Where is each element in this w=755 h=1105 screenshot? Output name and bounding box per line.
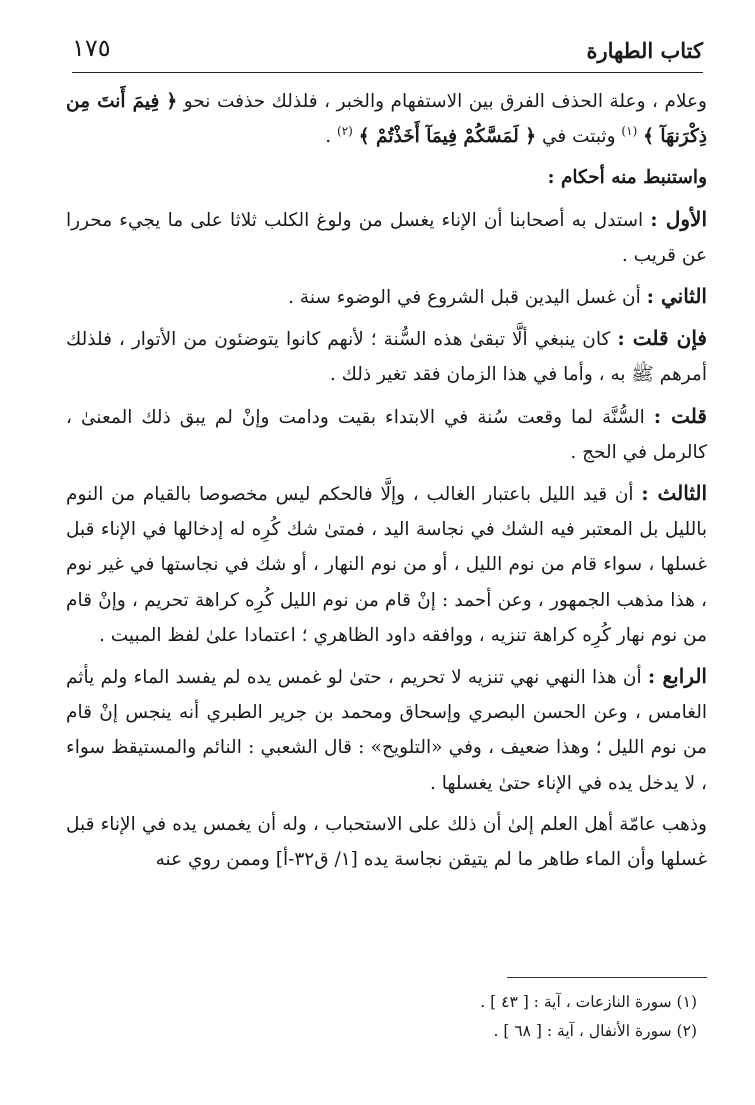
text-segment: . — [325, 126, 332, 148]
ruling-label: الثالث : — [641, 481, 707, 506]
answer-text: السُّنَّة لما وقعت سُنة في الابتداء بقيت ودامت وإنْ لم يبق ذلك المعنىٰ ، كالرمل في الحج . — [66, 406, 707, 463]
answer-label: قلت : — [653, 403, 707, 428]
ruling-text: أن قيد الليل باعتبار الغالب ، وإلَّا فالحكم ليس مخصوصا بالقيام من النوم بالليل بل المعتبر فيه الشك في نجاسة اليد ، فمتىٰ شك كُرِه له إدخالها في الإناء قبل غسلها ، سواء قام من نوم الليل ، أو من نوم النهار ، أو شك في نجاستها في غير نوم ، هذا مذهب الجمهور ، وعن أحمد : إنْ قام من نوم الليل كُرِه كراهة تحريم ، وإنْ قام من نوم نهار كُرِه كراهة تنزيه ، ووافقه داود الظاهري ؛ اعتمادا علىٰ لفظ المبيت . — [66, 484, 707, 646]
ruling-label: الأول : — [650, 206, 708, 231]
quran-verse: ﴿ فِيمَ أَنتَ مِن ذِكْرَنهَآ ﴾ — [66, 91, 707, 148]
footnote-1: (١) سورة النازعات ، آية : [ ٤٣ ] . — [480, 993, 697, 1011]
paragraph-continuation — [66, 807, 707, 877]
paragraph-fourth-ruling — [66, 659, 707, 801]
footnote-ref: (١) — [621, 124, 638, 139]
objection-text: كان ينبغي ألَّا تبقىٰ هذه السُّنة ؛ لأنهم كانوا يتوضئون من الأتوار ، فلذلك أمرهم ﷺ به ، وأما في هذا الزمان فقد تغير ذلك . — [66, 329, 707, 386]
footnotes — [66, 988, 697, 1046]
objection-label: فإن قلت : — [617, 326, 707, 351]
ruling-text: أن هذا النهي نهي تنزيه لا تحريم ، حتىٰ لو غمس يده لم يفسد الماء ولم يأثم الغامس ، وعن الحسن البصري وإسحاق ومحمد بن جرير الطبري أنه ينجس إنْ قام من نوم الليل ؛ وهذا ضعيف ، وفي «التلويح» : قال الشعبي : النائم والمستيقظ سواء ، لا يدخل يده في الإناء حتىٰ يغسلها . — [66, 667, 707, 794]
paragraph-third-ruling — [66, 476, 707, 653]
ruling-text: أن غسل اليدين قبل الشروع في الوضوء سنة . — [288, 287, 647, 309]
paragraph-first-ruling — [66, 202, 707, 273]
footnote-2: (٢) سورة الأنفال ، آية : [ ٦٨ ] . — [493, 1022, 697, 1040]
quran-verse: ﴿ لَمَسَّكُمْ فِيمَآ أَخَذْتُمْ ﴾ — [358, 126, 537, 148]
header-divider — [72, 72, 703, 73]
section-heading: واستنبط منه أحكام : — [547, 167, 707, 189]
ruling-label: الرابع : — [647, 664, 707, 689]
footnote-divider — [507, 977, 707, 978]
text-segment: وعلام ، وعلة الحذف الفرق بين الاستفهام والخبر ، فلذلك حذفت نحو — [177, 91, 707, 112]
paragraph-second-ruling — [66, 279, 707, 315]
footnote-ref: (٢) — [337, 124, 353, 139]
paragraph-answer — [66, 399, 707, 470]
ruling-label: الثاني : — [646, 284, 707, 309]
main-text — [66, 84, 707, 883]
chapter-title: كتاب الطهارة — [586, 38, 703, 63]
paragraph-text: وذهب عامّة أهل العلم إلىٰ أن ذلك على الاستحباب ، وله أن يغمس يده في الإناء قبل غسلها وأن الماء طاهر ما لم يتيقن نجاسة يده [١/ ق٣٢-أ] وممن روي عنه — [66, 813, 707, 871]
ruling-text: استدل به أصحابنا أن الإناء يغسل من ولوغ الكلب ثلاثا على ما يجيء محررا عن قريب . — [66, 209, 707, 266]
paragraph-objection — [66, 321, 707, 392]
page-number: ١٧٥ — [72, 34, 111, 62]
text-segment: وثبتت في — [536, 126, 616, 148]
page-header — [72, 34, 703, 74]
paragraph-intro — [66, 84, 707, 154]
